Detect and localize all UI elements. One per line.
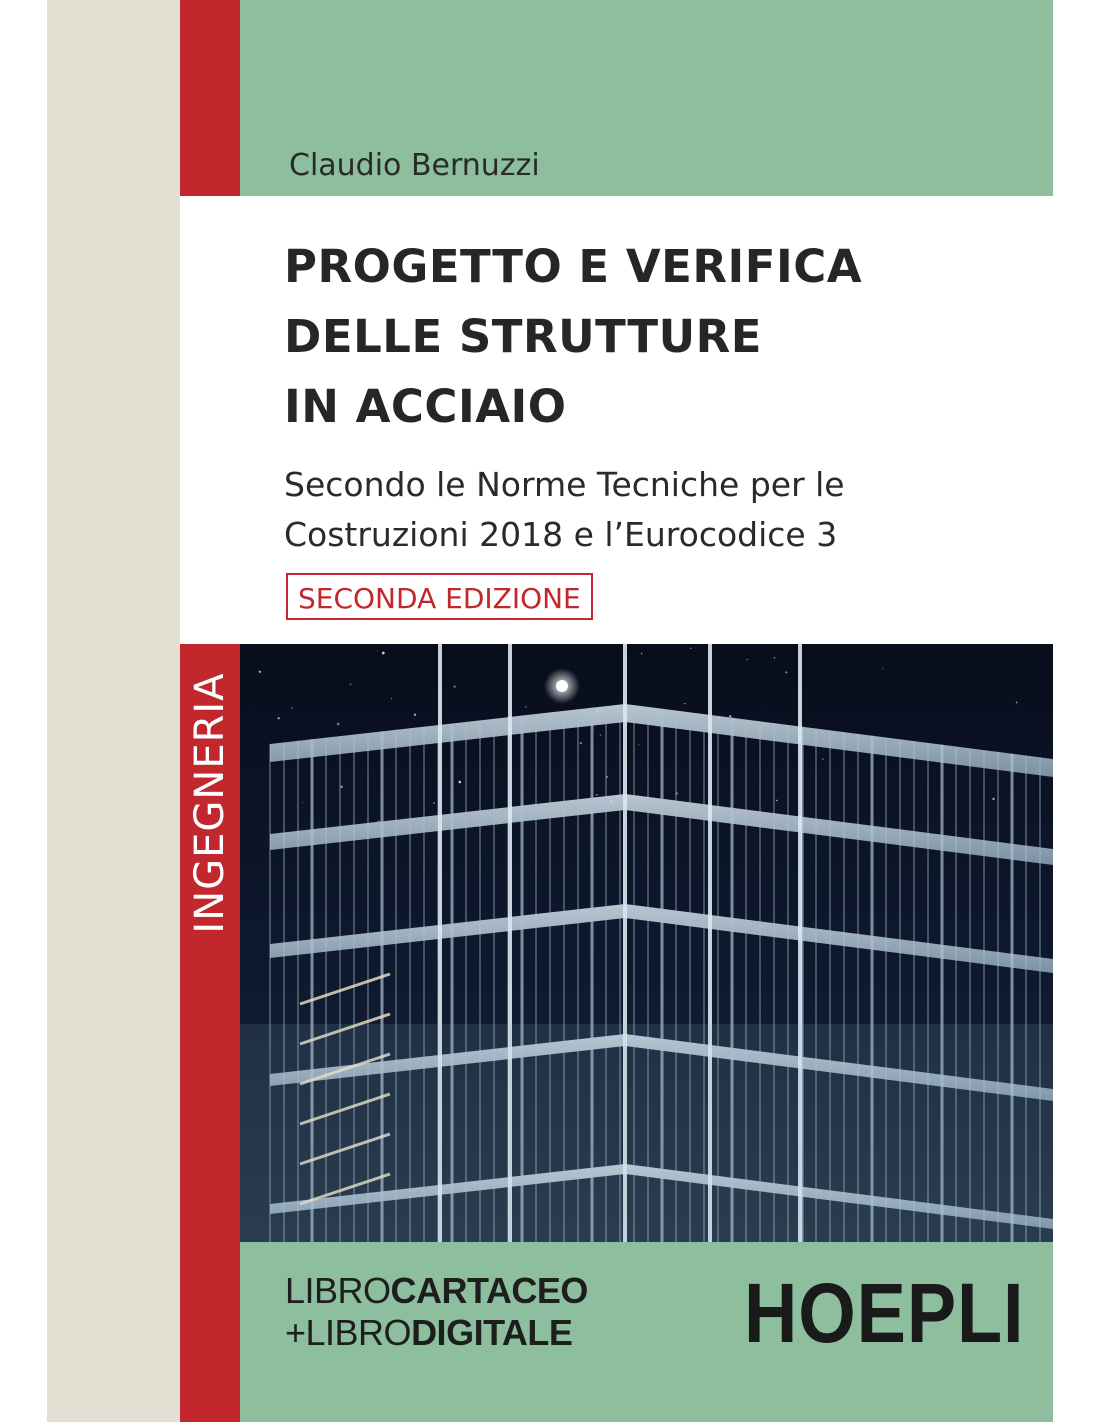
subtitle-line: Costruzioni 2018 e l’Eurocodice 3: [284, 515, 838, 554]
title-line: IN ACCIAIO: [284, 380, 567, 433]
cover-photo: [240, 644, 1053, 1242]
format-label: LIBROCARTACEO +LIBRODIGITALE: [285, 1270, 588, 1353]
author-name: Claudio Bernuzzi: [289, 148, 540, 183]
title-line: PROGETTO E VERIFICA: [284, 240, 863, 293]
title-line: DELLE STRUTTURE: [284, 310, 763, 363]
book-spine-edge: [47, 0, 180, 1422]
edition-badge: SECONDA EDIZIONE: [286, 573, 593, 620]
book-title: [284, 232, 1044, 442]
series-label: INGEGNERIA: [187, 672, 233, 934]
subtitle-line: Secondo le Norme Tecniche per le: [284, 465, 845, 504]
publisher-logo: HOEPLI: [744, 1266, 1025, 1360]
series-band: [180, 0, 240, 1422]
cover-photo-svg: [240, 644, 1053, 1242]
book-subtitle: [284, 460, 1044, 560]
